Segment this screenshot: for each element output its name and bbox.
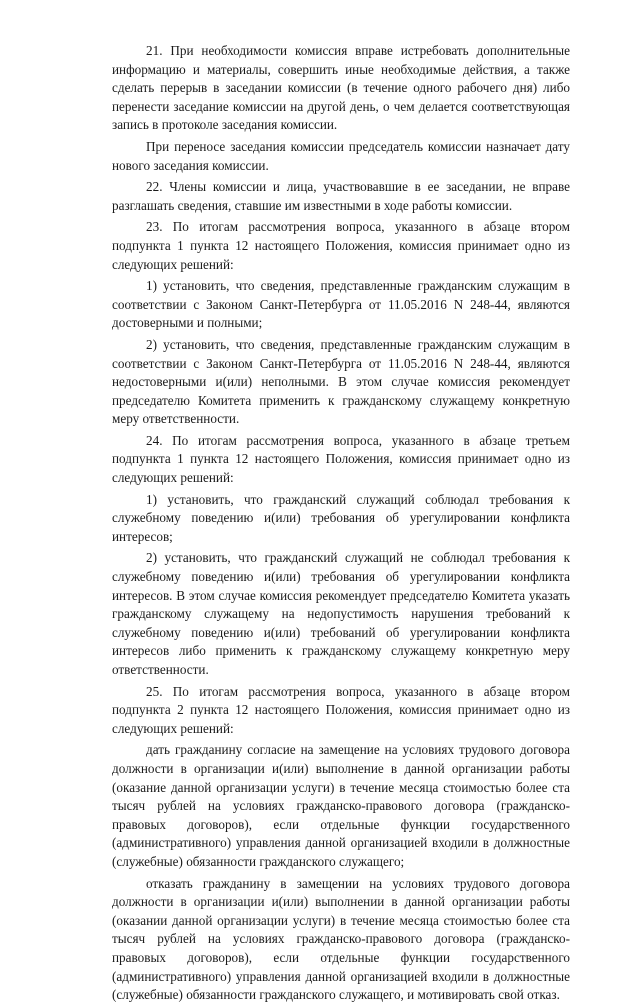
paragraph-25-option-consent: дать гражданину согласие на замещение на условиях трудового договора должности в организации и(или) выполнение в данной организации работы (оказание данной организации услуги) в течение месяца стоимостью более ста тысяч рублей на условиях гражданско-правового договора (гражданско-правовых договоров), если отдельные функции государственного (административного) управления данной организацией входили в должностные (служебные) обязанности гражданского служащего; <box>112 742 570 869</box>
paragraph-22: 22. Члены комиссии и лица, участвовавшие в ее заседании, не вправе разглашать сведения, ставшие им известными в ходе работы комиссии. <box>112 179 570 213</box>
paragraph-25: 25. По итогам рассмотрения вопроса, указанного в абзаце втором подпункта 2 пункта 12 настоящего Положения, комиссия принимает одно из следующих решений: <box>112 683 570 736</box>
paragraph-24: 24. По итогам рассмотрения вопроса, указанного в абзаце третьем подпункта 1 пункта 12 настоящего Положения, комиссия принимает одно из следующих решений: <box>112 432 570 486</box>
paragraph-25-option-refusal: отказать гражданину в замещении на условиях трудового договора должности в организации и(или) выполнении в данной организации работы (оказании данной организации услуги) в течение месяца стоимостью более ста тысяч рублей на условиях гражданско-правового договора (гражданско-правовых договоров), если отдельные функции государственного (административного) управления данной организацией входили в должностные (служебные) обязанности гражданского служащего, и мотивировать свой отказ. <box>112 875 570 1003</box>
paragraph-23-item-1: 1) установить, что сведения, представленные гражданским служащим в соответствии с Законом Санкт-Петербурга от 11.05.2016 N 248-44, являются достоверными и полными; <box>112 278 570 331</box>
paragraph-21: 21. При необходимости комиссия вправе истребовать дополнительные информацию и материалы, совершить иные необходимые действия, а также сделать перерыв в заседании комиссии (в течение одного рабочего дня) либо перенести заседание комиссии на другой день, о чем делается соответствующая запись в протоколе заседания комиссии. <box>112 43 570 133</box>
paragraph-23-item-2: 2) установить, что сведения, представленные гражданским служащим в соответствии с Законом Санкт-Петербурга от 11.05.2016 N 248-44, являются недостоверными и(или) неполными. В этом случае комиссия рекомендует председателю Комитета применить к гражданскому служащему конкретную меру ответственности. <box>112 336 570 427</box>
paragraph-23: 23. По итогам рассмотрения вопроса, указанного в абзаце втором подпункта 1 пункта 12 настоящего Положения, комиссия принимает одно из следующих решений: <box>112 219 570 272</box>
paragraph-24-item-2: 2) установить, что гражданский служащий не соблюдал требования к служебному поведению и(или) требования об урегулировании конфликта интересов. В этом случае комиссия рекомендует председателю Комитета указать гражданскому служащему на недопустимость нарушения требований к служебному поведению и(или) требований об урегулировании конфликта интересов либо применить к гражданскому служащему конкретную меру ответственности. <box>112 550 570 677</box>
paragraph-21-postponement: При переносе заседания комиссии председатель комиссии назначает дату нового заседания комиссии. <box>112 138 570 173</box>
paragraph-24-item-1: 1) установить, что гражданский служащий соблюдал требования к служебному поведению и(или) требования об урегулировании конфликта интересов; <box>112 491 570 544</box>
